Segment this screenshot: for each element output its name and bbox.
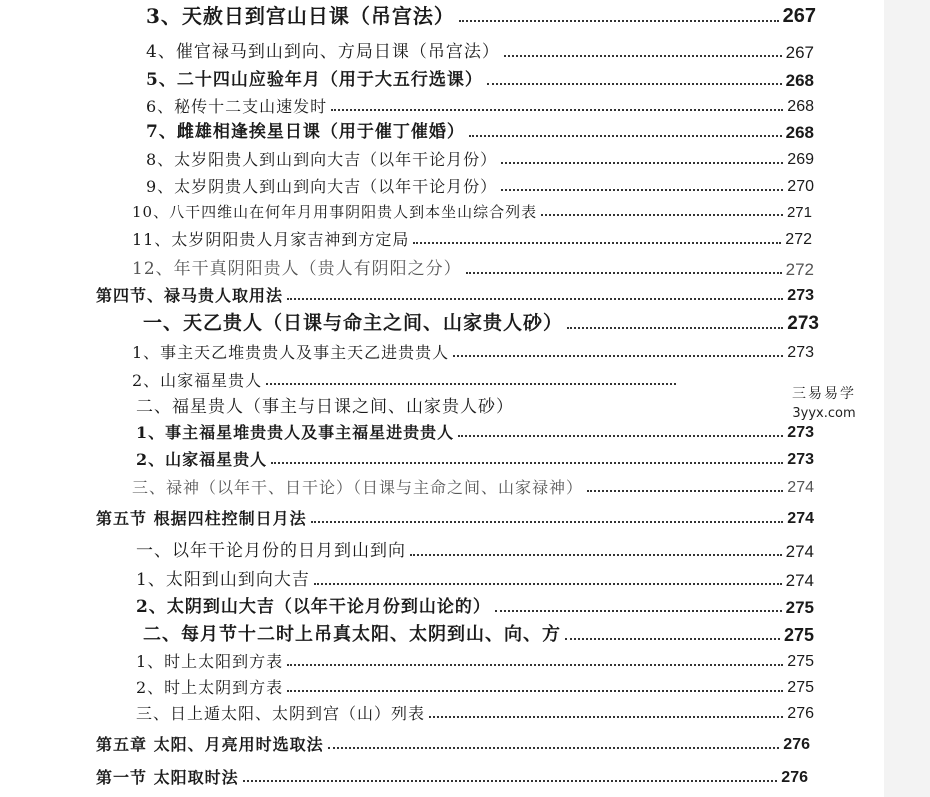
toc-entry	[146, 124, 814, 141]
toc-leader	[565, 637, 780, 640]
toc-entry-title: 第四节、禄马贵人取用法	[96, 286, 284, 305]
toc-leader	[311, 520, 784, 523]
toc-entry-page: 267	[785, 43, 814, 62]
toc-entry-page: 272	[785, 231, 812, 248]
toc-leader	[271, 461, 783, 464]
toc-entry	[136, 399, 672, 416]
toc-entry-page: 275	[787, 653, 814, 670]
toc-leader	[487, 82, 782, 85]
toc-entry-page: 272	[785, 260, 814, 279]
toc-entry	[146, 72, 814, 89]
toc-entry-title: 三、禄神（以年干、日干论）（日课与主命之间、山家禄神）	[132, 478, 584, 497]
toc-entry-page: 276	[783, 736, 810, 753]
toc-entry	[143, 314, 819, 333]
toc-entry-page: 275	[783, 625, 814, 645]
toc-entry-title: 第一节 太阳取时法	[96, 768, 239, 787]
toc-entry-page: 274	[787, 479, 814, 496]
toc-leader	[266, 382, 676, 385]
toc-leader	[495, 609, 782, 612]
toc-leader	[541, 213, 783, 216]
toc-entry	[146, 6, 816, 26]
toc-leader	[429, 715, 783, 718]
toc-entry	[136, 706, 814, 722]
toc-entry-page: 275	[787, 679, 814, 696]
toc-entry-title: 2、山家福星贵人	[136, 450, 268, 469]
toc-entry-page: 274	[785, 542, 814, 561]
toc-entry-title: 5、二十四山应验年月（用于大五行选课）	[146, 70, 483, 90]
toc-entry	[96, 288, 814, 304]
site-watermark	[764, 382, 884, 422]
toc-entry	[136, 452, 814, 468]
toc-entry	[146, 179, 814, 195]
toc-entry	[132, 205, 812, 220]
toc-entry-page: 267	[782, 5, 816, 27]
toc-entry	[132, 345, 814, 361]
toc-entry	[96, 737, 810, 753]
toc-leader	[287, 689, 783, 692]
toc-leader	[469, 134, 782, 137]
toc-leader	[587, 489, 783, 492]
toc-entry-page: 275	[785, 598, 814, 617]
toc-entry-title: 1、事主天乙堆贵贵人及事主天乙进贵贵人	[132, 343, 450, 362]
toc-entry-page: 268	[785, 123, 814, 142]
toc-entry	[143, 626, 814, 644]
toc-entry-page: 276	[787, 705, 814, 722]
toc-entry-page: 271	[786, 204, 812, 221]
toc-entry-title: 11、太岁阴阳贵人月家吉神到方定局	[132, 230, 410, 249]
toc-entry	[136, 654, 814, 670]
toc-entry-page: 273	[787, 451, 814, 468]
toc-entry-page: 269	[787, 151, 814, 168]
toc-entry-title: 12、年干真阴阳贵人（贵人有阴阳之分）	[132, 259, 462, 279]
toc-leader	[410, 553, 782, 556]
toc-entry-page: 273	[787, 424, 814, 441]
toc-entry	[132, 480, 814, 496]
toc-entry	[136, 599, 814, 616]
toc-entry-title: 1、时上太阳到方表	[136, 652, 284, 671]
toc-leader	[243, 779, 778, 782]
watermark-url: 3yyx.com	[792, 406, 856, 421]
toc-entry-title: 1、太阳到山到向大吉	[136, 570, 310, 590]
toc-entry	[146, 44, 814, 61]
toc-entry	[136, 572, 814, 589]
toc-entry-title: 10、八干四维山在何年月用事阴阳贵人到本坐山综合列表	[132, 203, 538, 221]
toc-entry-page: 268	[787, 98, 814, 115]
toc-entry-page: 273	[787, 287, 814, 304]
toc-entry-title: 二、福星贵人（事主与日课之间、山家贵人砂）	[136, 397, 514, 417]
toc-entry-page: 276	[781, 769, 808, 786]
toc-entry-title: 第五节 根据四柱控制日月法	[96, 509, 307, 528]
toc-leader	[287, 663, 783, 666]
toc-entry-title: 3、天赦日到宫山日课（吊宫法）	[146, 4, 455, 28]
toc-entry-title: 一、天乙贵人（日课与命主之间、山家贵人砂）	[143, 312, 564, 334]
toc-entry-title: 第五章 太阳、月亮用时选取法	[96, 735, 324, 754]
toc-leader	[453, 354, 783, 357]
toc-entry	[132, 261, 814, 278]
toc-entry-page: 274	[787, 510, 814, 527]
toc-entry-title: 三、日上遁太阳、太阴到宫（山）列表	[136, 704, 426, 723]
toc-entry	[146, 99, 814, 115]
toc-entry-title: 9、太岁阴贵人到山到向大吉（以年干论月份）	[146, 177, 498, 196]
toc-entry-page: 270	[787, 178, 814, 195]
toc-leader	[287, 297, 783, 300]
toc-entry-page: 273	[787, 313, 819, 334]
toc-entry	[136, 425, 814, 441]
toc-entry-title: 1、事主福星堆贵贵人及事主福星进贵贵人	[136, 423, 455, 442]
toc-leader	[458, 434, 783, 437]
toc-entry	[136, 543, 814, 560]
toc-leader	[314, 582, 782, 585]
toc-leader	[501, 161, 783, 164]
toc-leader	[413, 241, 781, 244]
toc-entry-title: 8、太岁阳贵人到山到向大吉（以年干论月份）	[146, 150, 498, 169]
toc-leader	[567, 326, 783, 329]
toc-entry-title: 一、以年干论月份的日月到山到向	[136, 541, 406, 561]
toc-leader	[501, 188, 783, 191]
toc-entry	[132, 232, 812, 248]
toc-entry	[132, 373, 680, 389]
toc-entry	[96, 770, 808, 786]
toc-entry	[146, 152, 814, 168]
toc-entry-title: 2、太阴到山大吉（以年干论月份到山论的）	[136, 597, 491, 617]
toc-leader	[328, 746, 780, 749]
toc-leader	[331, 108, 783, 111]
watermark-name: 三易易学	[792, 386, 856, 402]
toc-entry-page: 273	[787, 344, 814, 361]
toc-leader	[459, 19, 779, 22]
toc-entry-page: 274	[785, 571, 814, 590]
toc-entry	[96, 511, 814, 527]
toc-leader	[504, 54, 782, 57]
toc-entry-title: 6、秘传十二支山速发时	[146, 97, 328, 116]
toc-entry-page: 268	[785, 71, 814, 90]
toc-entry-title: 7、雌雄相逢挨星日课（用于催丁催婚）	[146, 122, 465, 142]
toc-leader	[466, 271, 782, 274]
toc-entry-title: 二、每月节十二时上吊真太阳、太阴到山、向、方	[143, 624, 561, 645]
toc-entry-title: 4、催官禄马到山到向、方局日课（吊宫法）	[146, 42, 500, 62]
toc-entry-title: 2、时上太阴到方表	[136, 678, 284, 697]
toc-entry-title: 2、山家福星贵人	[132, 371, 263, 390]
toc-entry	[136, 680, 814, 696]
